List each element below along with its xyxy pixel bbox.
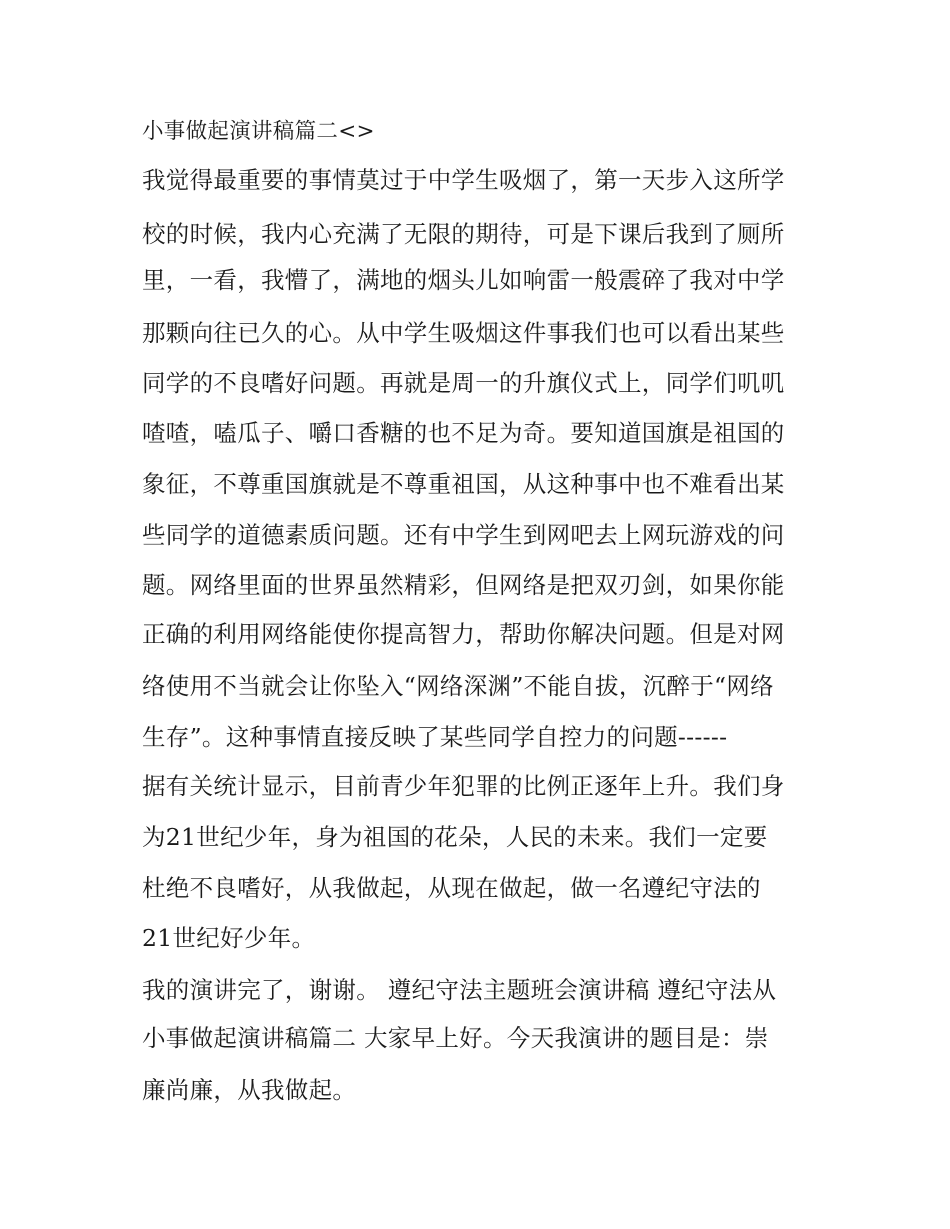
text-line-16: 杜绝不良嗜好，从我做起，从现在做起，做一名遵纪守法的	[142, 874, 761, 902]
text-line-9: 些同学的道德素质问题。还有中学生到网吧去上网玩游戏的问	[142, 521, 785, 549]
text-line-7: 喳喳，嗑瓜子、嚼口香糖的也不足为奇。要知道国旗是祖国的	[142, 419, 785, 447]
text-line-2: 我觉得最重要的事情莫过于中学生吸烟了，第一天步入这所学	[142, 166, 785, 194]
text-line-17: 21世纪好少年。	[142, 924, 316, 952]
text-line-6: 同学的不良嗜好问题。再就是周一的升旗仪式上，同学们叽叽	[142, 369, 785, 397]
text-line-1: 小事做起演讲稿篇二<>	[142, 119, 375, 144]
text-line-11: 正确的利用网络能使你提高智力，帮助你解决问题。但是对网	[142, 620, 785, 648]
text-line-15: 为21世纪少年，身为祖国的花朵，人民的未来。我们一定要	[142, 823, 768, 851]
text-line-3: 校的时候，我内心充满了无限的期待，可是下课后我到了厕所	[142, 220, 785, 248]
text-line-4: 里，一看，我懵了，满地的烟头儿如响雷一般震碎了我对中学	[142, 266, 785, 294]
text-line-8: 象征，不尊重国旗就是不尊重祖国，从这种事中也不难看出某	[142, 470, 785, 498]
text-line-10: 题。网络里面的世界虽然精彩，但网络是把双刃剑，如果你能	[142, 571, 785, 599]
text-line-18: 我的演讲完了，谢谢。 遵纪守法主题班会演讲稿 遵纪守法从	[142, 976, 777, 1004]
text-line-12: 络使用不当就会让你坠入“网络深渊”不能自拔，沉醉于“网络	[142, 672, 774, 700]
text-line-20: 廉尚廉，从我做起。	[142, 1076, 357, 1104]
text-line-19: 小事做起演讲稿篇二 大家早上好。今天我演讲的题目是：崇	[142, 1024, 769, 1052]
text-line-14: 据有关统计显示，目前青少年犯罪的比例正逐年上升。我们身	[142, 772, 785, 800]
text-line-5: 那颗向往已久的心。从中学生吸烟这件事我们也可以看出某些	[142, 319, 785, 347]
text-line-13: 生存”。这种事情直接反映了某些同学自控力的问题------	[142, 723, 728, 751]
